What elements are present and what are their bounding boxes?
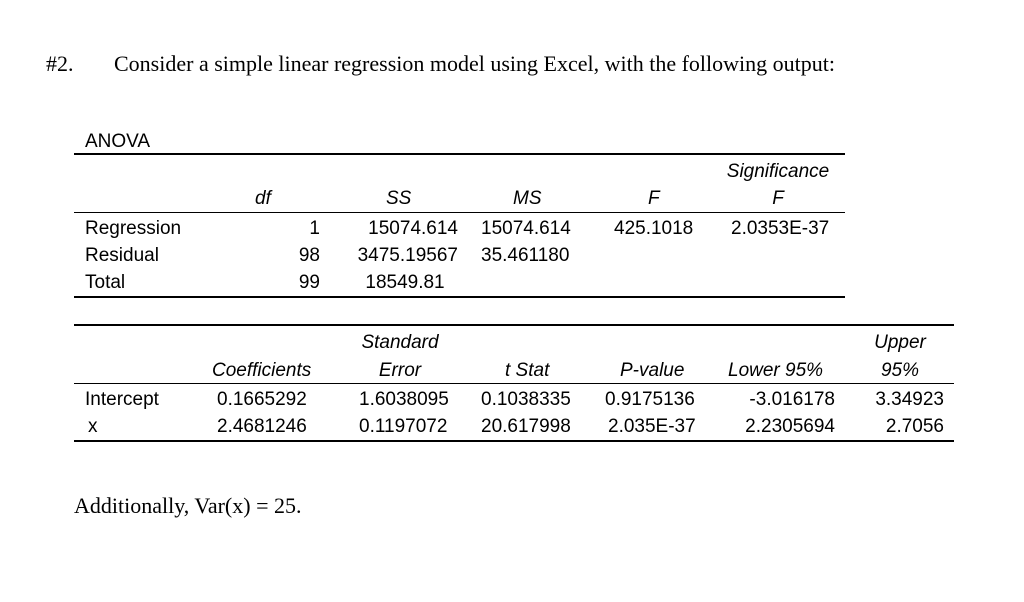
coef-header-p-value: P-value bbox=[620, 360, 685, 381]
problem-number: #2. bbox=[46, 51, 74, 76]
anova-row-label: Regression bbox=[85, 218, 182, 239]
anova-cell-sig-f: 2.0353E-37 bbox=[731, 218, 830, 239]
anova-row-label: Residual bbox=[85, 245, 159, 266]
coef-header-coefficients: Coefficients bbox=[212, 360, 312, 381]
anova-header-rule bbox=[74, 212, 845, 213]
anova-cell-df: 98 bbox=[298, 245, 320, 266]
coef-cell-p-value: 0.9175136 bbox=[605, 389, 695, 410]
coef-cell-t-stat: 20.617998 bbox=[481, 416, 571, 437]
coef-header-error: Error bbox=[378, 360, 422, 381]
coef-cell-t-stat: 0.1038335 bbox=[481, 389, 571, 410]
coef-cell-upper-95: 2.7056 bbox=[885, 416, 944, 437]
coef-row-label: Intercept bbox=[85, 389, 159, 410]
variance-note: Additionally, Var(x) = 25. bbox=[74, 493, 302, 518]
anova-cell-ss: 15074.614 bbox=[368, 218, 458, 239]
anova-cell-df: 1 bbox=[309, 218, 320, 239]
coef-cell-standard-error: 0.1197072 bbox=[359, 416, 448, 437]
coef-cell-lower-95: 2.2305694 bbox=[745, 416, 835, 437]
anova-cell-ms: 35.461180 bbox=[481, 245, 570, 266]
coef-header-standard: Standard bbox=[361, 332, 439, 353]
coef-bottom-rule bbox=[74, 440, 954, 442]
coef-header-upper: Upper bbox=[874, 332, 926, 353]
coef-cell-coefficient: 2.4681246 bbox=[217, 416, 307, 437]
anova-row-label: Total bbox=[85, 272, 126, 293]
anova-cell-ms: 15074.614 bbox=[481, 218, 571, 239]
coef-cell-standard-error: 1.6038095 bbox=[359, 389, 449, 410]
anova-cell-ss: 18549.81 bbox=[365, 272, 445, 293]
anova-title: ANOVA bbox=[85, 131, 151, 152]
anova-header-significance-f: F bbox=[772, 188, 784, 209]
anova-header-ms: MS bbox=[513, 188, 542, 209]
coef-cell-lower-95: -3.016178 bbox=[749, 389, 835, 410]
coef-top-rule bbox=[74, 324, 954, 326]
coef-cell-upper-95: 3.34923 bbox=[875, 389, 944, 410]
anova-cell-ss: 3475.19567 bbox=[357, 245, 458, 266]
coef-header-rule bbox=[74, 383, 954, 384]
coef-header-upper-95: 95% bbox=[880, 360, 920, 381]
anova-header-significance: Significance bbox=[726, 161, 830, 182]
anova-bottom-rule bbox=[74, 296, 845, 298]
problem-statement: Consider a simple linear regression model using Excel, with the following output: bbox=[114, 51, 835, 76]
coef-cell-p-value: 2.035E-37 bbox=[608, 416, 696, 437]
anova-cell-df: 99 bbox=[298, 272, 320, 293]
anova-header-ss: SS bbox=[386, 188, 412, 209]
anova-header-df: df bbox=[255, 188, 271, 209]
coef-row-label: x bbox=[88, 416, 98, 437]
coef-header-lower: Lower 95% bbox=[728, 360, 824, 381]
coef-cell-coefficient: 0.1665292 bbox=[217, 389, 307, 410]
anova-cell-f: 425.1018 bbox=[614, 218, 694, 239]
coef-header-t-stat: t Stat bbox=[505, 360, 550, 381]
anova-header-f: F bbox=[648, 188, 660, 209]
anova-top-rule bbox=[74, 153, 845, 155]
